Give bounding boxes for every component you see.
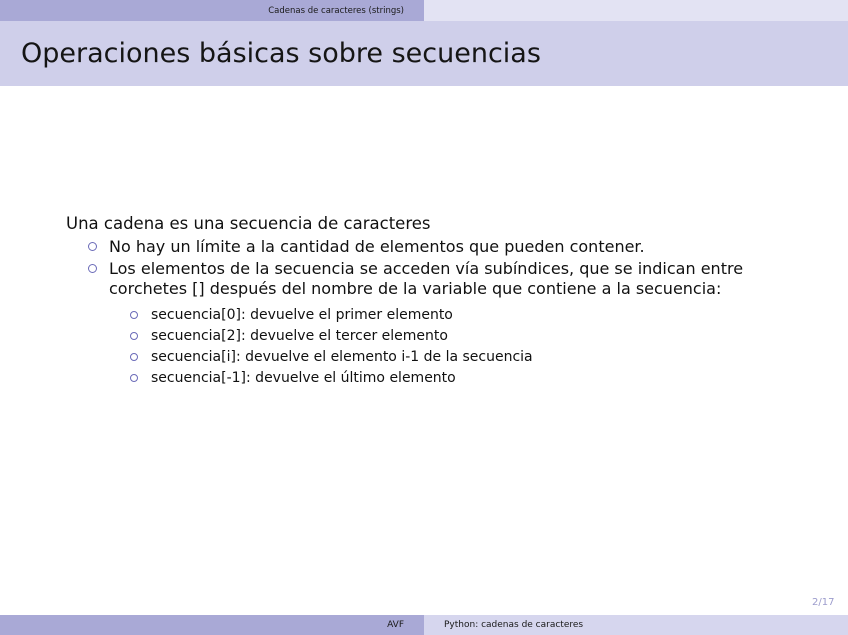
footer-author-box (0, 615, 424, 635)
list-item-text: Los elementos de la secuencia se acceden vía subíndices, que se indican entre corchetes [] después del nombre de la variable que contiene a la secuencia: (109, 258, 744, 298)
circle-bullet-icon (130, 374, 138, 382)
sub-list-item (109, 368, 766, 389)
section-title[interactable] (0, 0, 424, 21)
sub-list-item (109, 347, 766, 368)
bullet-list (66, 237, 766, 389)
circle-bullet-icon (130, 311, 138, 319)
intro-text: Una cadena es una secuencia de caracteres (66, 214, 431, 233)
circle-bullet-icon (130, 332, 138, 340)
circle-bullet-icon (88, 242, 97, 251)
footer-bar (0, 615, 848, 635)
sub-list-item-text: secuencia[2]: devuelve el tercer elemento (151, 327, 448, 344)
sub-bullet-list (109, 305, 766, 389)
footer-short-title: Python: cadenas de caracteres (444, 620, 584, 630)
section-title-text: Cadenas de caracteres (strings) (268, 5, 404, 16)
page-number: 2/17 (812, 597, 835, 608)
list-item-text: No hay un límite a la cantidad de elementos que pueden contener. (109, 237, 645, 256)
list-item (66, 259, 766, 389)
sub-list-item-text: secuencia[i]: devuelve el elemento i-1 de la secuencia (151, 348, 533, 365)
circle-bullet-icon (130, 353, 138, 361)
footer-title-box (444, 615, 583, 635)
top-navigation-bar (0, 0, 848, 21)
sub-list-item (109, 326, 766, 347)
frame-title-bar (0, 21, 848, 86)
circle-bullet-icon (88, 264, 97, 273)
slide-content (66, 213, 766, 390)
sub-list-item (109, 305, 766, 326)
footer-author: AVF (387, 620, 404, 630)
frame-title: Operaciones básicas sobre secuencias (21, 38, 541, 69)
sub-list-item-text: secuencia[-1]: devuelve el último elemento (151, 369, 456, 386)
sub-list-item-text: secuencia[0]: devuelve el primer elemento (151, 306, 453, 323)
list-item (66, 237, 766, 258)
